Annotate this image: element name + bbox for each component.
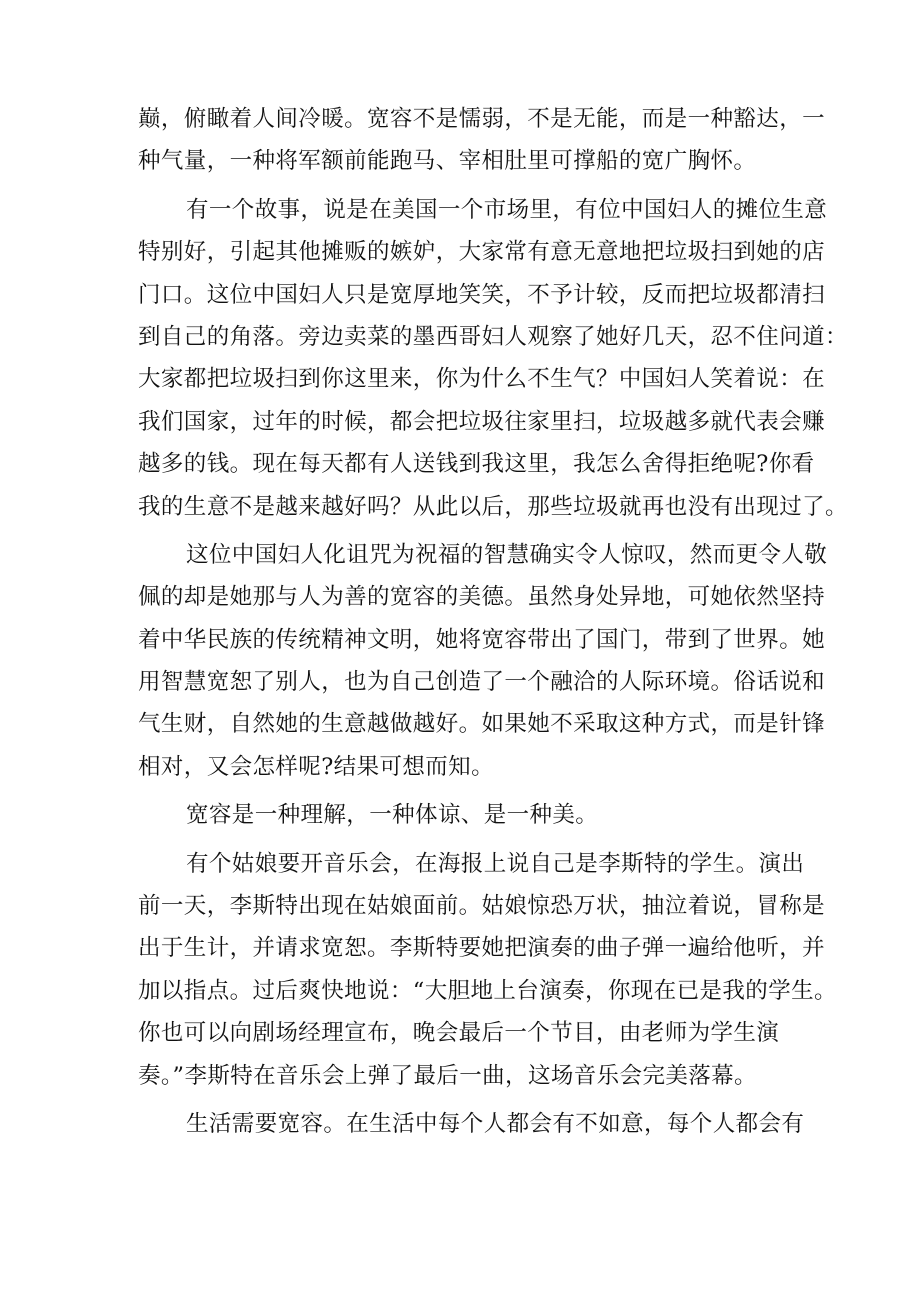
paragraph: [138, 843, 837, 1097]
text-line: 到自己的角落。旁边卖菜的墨西哥妇人观察了她好几天，忍不住问道：: [138, 323, 848, 350]
text-line: 生活需要宽容。在生活中每个人都会有不如意，每个人都会有: [186, 1110, 805, 1137]
text-line: 我们国家，过年的时候，都会把垃圾往家里扫，垃圾越多就代表会赚: [138, 408, 826, 435]
text-line: 你也可以向剧场经理宣布，晚会最后一个节目，由老师为学生演: [138, 1020, 780, 1047]
article-body: [138, 98, 848, 1145]
paragraph: [138, 794, 790, 836]
paragraph: [138, 534, 828, 788]
text-line: 我的生意不是越来越好吗？从此以后，那些垃圾就再也没有出现过了。: [138, 493, 848, 520]
text-line: 大家都把垃圾扫到你这里来，你为什么不生气？中国妇人笑着说：在: [138, 366, 826, 393]
text-line: 特别好，引起其他摊贩的嫉妒，大家常有意无意地把垃圾扫到她的店: [138, 239, 826, 266]
paragraph: [138, 1103, 805, 1145]
text-line: 相对，又会怎样呢?结果可想而知。: [138, 753, 494, 780]
text-line: 种气量，一种将军额前能跑马、宰相肚里可撑船的宽广胸怀。: [138, 148, 757, 175]
text-line: 宽容是一种理解，一种体谅、是一种美。: [186, 802, 599, 829]
text-line: 巅，俯瞰着人间冷暖。宽容不是懦弱，不是无能，而是一种豁达，一: [138, 106, 826, 132]
text-line: 越多的钱。现在每天都有人送钱到我这里，我怎么舍得拒绝呢?你看: [138, 451, 815, 478]
text-line: 有个姑娘要开音乐会，在海报上说自己是李斯特的学生。演出: [186, 850, 805, 877]
text-line: 加以指点。过后爽快地说：“大胆地上台演奏，你现在已是我的学生。: [138, 977, 837, 1004]
text-line: 气生财，自然她的生意越做越好。如果她不采取这种方式，而是针锋: [138, 711, 826, 738]
text-line: 佩的却是她那与人为善的宽容的美德。虽然身处异地，可她依然坚持: [138, 584, 826, 611]
text-line: 着中华民族的传统精神文明，她将宽容带出了国门，带到了世界。她: [138, 626, 826, 653]
text-line: 奏。”李斯特在音乐会上弹了最后一曲，这场音乐会完美落幕。: [138, 1062, 757, 1089]
paragraph: [138, 189, 848, 528]
text-line: 门口。这位中国妇人只是宽厚地笑笑，不予计较，反而把垃圾都清扫: [138, 281, 826, 308]
text-line: 前一天，李斯特出现在姑娘面前。姑娘惊恐万状，抽泣着说，冒称是: [138, 893, 826, 920]
text-line: 有一个故事，说是在美国一个市场里，有位中国妇人的摊位生意: [186, 196, 828, 223]
text-line: 出于生计，并请求宽恕。李斯特要她把演奏的曲子弹一遍给他听，并: [138, 935, 826, 962]
text-line: 用智慧宽恕了别人，也为自己创造了一个融洽的人际环境。俗话说和: [138, 669, 826, 696]
paragraph: [138, 98, 826, 183]
text-line: 这位中国妇人化诅咒为祝福的智慧确实令人惊叹，然而更令人敬: [186, 541, 828, 568]
